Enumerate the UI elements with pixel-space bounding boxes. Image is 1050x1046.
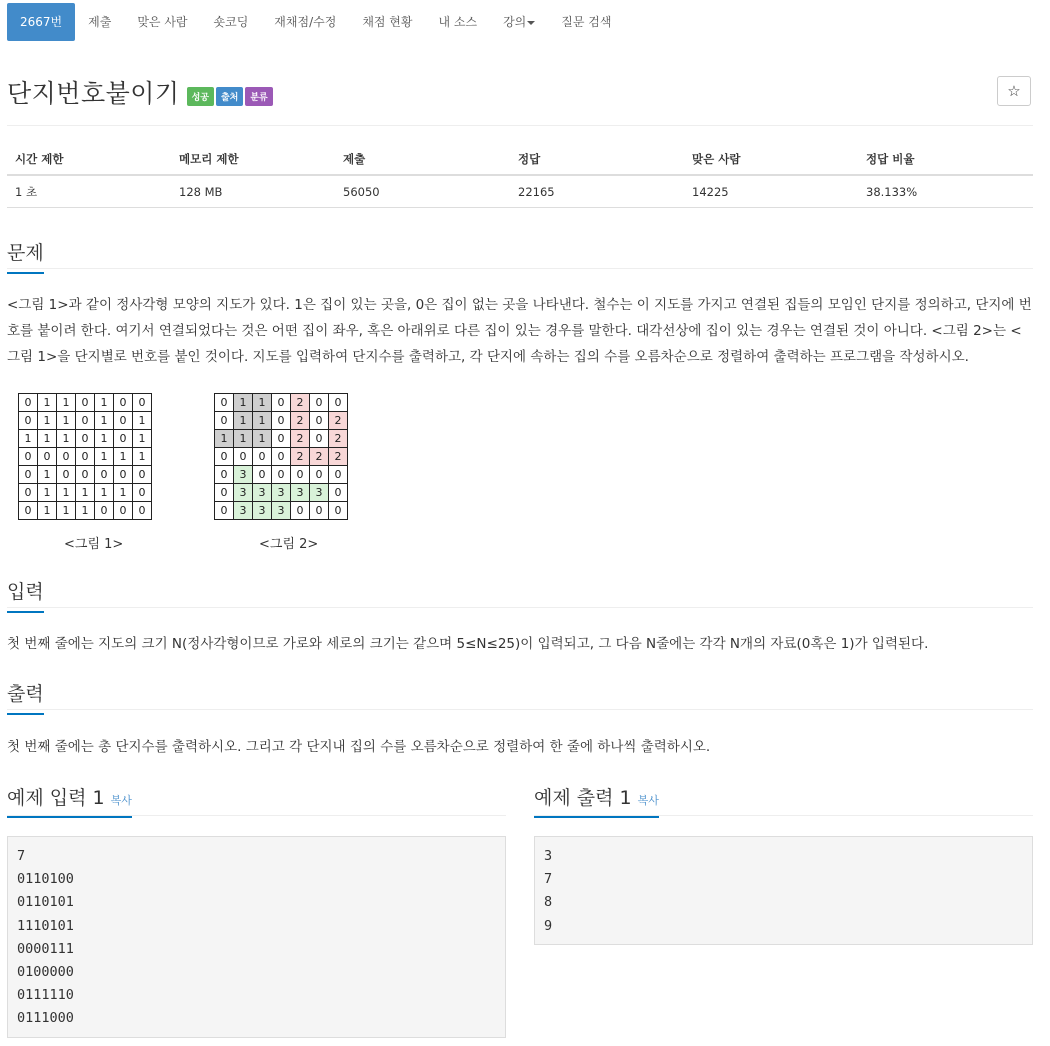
grid-cell: 0 bbox=[114, 502, 133, 520]
output-description: 첫 번째 줄에는 총 단지수를 출력하시오. 그리고 각 단지내 집의 수를 오름차순으로 정렬하여 한 줄에 하나씩 출력하시오. bbox=[7, 739, 711, 755]
value-accepted: 22165 bbox=[518, 185, 555, 199]
grid-cell: 0 bbox=[310, 502, 329, 520]
grid-cell: 0 bbox=[329, 502, 348, 520]
info-table-header bbox=[7, 142, 1033, 176]
nav-lecture-label: 강의 bbox=[503, 15, 527, 29]
grid-cell: 2 bbox=[329, 430, 348, 448]
header-solved-users: 맞은 사람 bbox=[692, 152, 741, 166]
grid-cell: 3 bbox=[234, 466, 253, 484]
star-icon: ☆ bbox=[1007, 82, 1021, 100]
grid-cell: 3 bbox=[234, 484, 253, 502]
grid-cell: 0 bbox=[253, 448, 272, 466]
problem-badges bbox=[187, 87, 275, 106]
grid-cell: 1 bbox=[38, 466, 57, 484]
grid-cell: 2 bbox=[310, 448, 329, 466]
grid-cell: 0 bbox=[19, 502, 38, 520]
grid-row bbox=[215, 448, 348, 466]
header-submissions: 제출 bbox=[343, 152, 366, 166]
grid-cell: 0 bbox=[76, 412, 95, 430]
grid-cell: 1 bbox=[114, 448, 133, 466]
grid-cell: 1 bbox=[234, 394, 253, 412]
grid-cell: 0 bbox=[114, 412, 133, 430]
grid-cell: 0 bbox=[57, 466, 76, 484]
sample-output-divider bbox=[534, 815, 1033, 816]
nav-problem-number[interactable]: 2667번 bbox=[7, 3, 75, 41]
grid-cell: 0 bbox=[329, 484, 348, 502]
grid-cell: 0 bbox=[76, 430, 95, 448]
grid-cell: 0 bbox=[95, 502, 114, 520]
copy-input-link[interactable]: 복사 bbox=[110, 794, 132, 807]
grid-cell: 1 bbox=[215, 430, 234, 448]
input-description: 첫 번째 줄에는 지도의 크기 N(정사각형이므로 가로와 세로의 크기는 같으며 5≤N≤25)이 입력되고, 그 다음 N줄에는 각각 N개의 자료(0혹은 1)가 입력된다. bbox=[7, 636, 929, 652]
grid-cell: 0 bbox=[215, 466, 234, 484]
grid-cell: 0 bbox=[133, 502, 152, 520]
grid-cell: 1 bbox=[114, 484, 133, 502]
grid-cell: 1 bbox=[253, 430, 272, 448]
header-accept-ratio: 정답 비율 bbox=[866, 152, 915, 166]
grid-cell: 0 bbox=[215, 394, 234, 412]
grid-cell: 0 bbox=[133, 394, 152, 412]
grid-cell: 0 bbox=[133, 484, 152, 502]
grid-cell: 0 bbox=[253, 466, 272, 484]
grid-cell: 0 bbox=[19, 484, 38, 502]
figure-2-grid bbox=[214, 393, 348, 520]
problem-info-table bbox=[7, 142, 1033, 208]
grid-cell: 3 bbox=[291, 484, 310, 502]
grid-cell: 0 bbox=[133, 466, 152, 484]
grid-cell: 1 bbox=[57, 502, 76, 520]
grid-cell: 1 bbox=[38, 484, 57, 502]
input-heading-text: 입력 bbox=[7, 577, 44, 613]
grid-cell: 0 bbox=[215, 502, 234, 520]
grid-row bbox=[215, 430, 348, 448]
figure-2-caption: <그림 2> bbox=[259, 537, 319, 552]
grid-cell: 0 bbox=[114, 430, 133, 448]
grid-cell: 0 bbox=[19, 466, 38, 484]
problem-nav bbox=[7, 3, 624, 41]
output-heading-text: 출력 bbox=[7, 679, 44, 715]
grid-cell: 0 bbox=[310, 412, 329, 430]
heading-underline bbox=[7, 709, 1033, 710]
figure-1-grid bbox=[18, 393, 152, 520]
grid-cell: 0 bbox=[215, 484, 234, 502]
grid-cell: 1 bbox=[57, 412, 76, 430]
grid-cell: 0 bbox=[38, 448, 57, 466]
grid-cell: 0 bbox=[234, 448, 253, 466]
value-memory-limit: 128 MB bbox=[179, 185, 223, 199]
grid-cell: 0 bbox=[19, 448, 38, 466]
grid-cell: 0 bbox=[19, 412, 38, 430]
grid-cell: 2 bbox=[329, 448, 348, 466]
grid-cell: 0 bbox=[310, 466, 329, 484]
table-bottom-divider bbox=[7, 207, 1033, 208]
header-accepted: 정답 bbox=[518, 152, 541, 166]
grid-cell: 3 bbox=[253, 484, 272, 502]
grid-cell: 0 bbox=[310, 430, 329, 448]
grid-cell: 1 bbox=[253, 394, 272, 412]
grid-cell: 0 bbox=[76, 448, 95, 466]
grid-row bbox=[215, 484, 348, 502]
badge-success[interactable]: 성공 bbox=[187, 87, 214, 106]
grid-row bbox=[19, 412, 152, 430]
grid-cell: 0 bbox=[272, 430, 291, 448]
grid-cell: 0 bbox=[76, 394, 95, 412]
grid-cell: 0 bbox=[272, 394, 291, 412]
grid-cell: 1 bbox=[38, 394, 57, 412]
grid-cell: 2 bbox=[291, 430, 310, 448]
nav-lecture-dropdown[interactable] bbox=[490, 3, 548, 41]
grid-cell: 0 bbox=[215, 448, 234, 466]
grid-cell: 1 bbox=[19, 430, 38, 448]
grid-cell: 1 bbox=[133, 412, 152, 430]
grid-cell: 0 bbox=[95, 466, 114, 484]
favorite-star-button[interactable] bbox=[997, 76, 1031, 106]
header-time-limit: 시간 제한 bbox=[15, 152, 64, 166]
nav-question-search[interactable]: 질문 검색 bbox=[561, 15, 612, 29]
problem-description: <그림 1>과 같이 정사각형 모양의 지도가 있다. 1은 집이 있는 곳을, 0은 집이 없는 곳을 나타낸다. 철수는 이 지도를 가지고 연결된 집들의 모임인 단지를 정의하고, 단지에 번호를 붙이려 한다. 여기서 연결되었다는 것은 어떤 집이 좌우, 혹은 아래위로 다른 집이 있는 경우를 말한다. 대각선상에 집이 있는 경우는 연결된 것이 아니다. <그림 2>는 <그림 1>을 단지별로 번호를 붙인 것이다. 지도를 입력하여 단지수를 출력하고, 각 단지에 속하는 집의 수를 오름차순으로 정렬하여 출력하는 프로그램을 작성하시오. bbox=[7, 297, 1032, 365]
value-solved-users: 14225 bbox=[692, 185, 729, 199]
grid-cell: 0 bbox=[291, 502, 310, 520]
grid-cell: 0 bbox=[57, 448, 76, 466]
sample-output-title: 예제 출력 1 bbox=[534, 787, 632, 809]
grid-cell: 1 bbox=[95, 484, 114, 502]
grid-row bbox=[215, 394, 348, 412]
problem-title: 단지번호붙이기 bbox=[7, 79, 180, 108]
grid-cell: 0 bbox=[114, 466, 133, 484]
value-submissions: 56050 bbox=[343, 185, 380, 199]
grid-cell: 0 bbox=[272, 448, 291, 466]
grid-row bbox=[19, 466, 152, 484]
grid-cell: 0 bbox=[215, 412, 234, 430]
grid-cell: 2 bbox=[291, 412, 310, 430]
grid-row bbox=[215, 412, 348, 430]
nav-solved-users[interactable]: 맞은 사람 bbox=[137, 15, 188, 29]
grid-cell: 0 bbox=[291, 466, 310, 484]
grid-cell: 0 bbox=[19, 394, 38, 412]
figure-1-caption: <그림 1> bbox=[64, 537, 124, 552]
problem-heading-text: 문제 bbox=[7, 238, 44, 274]
grid-cell: 0 bbox=[76, 466, 95, 484]
grid-cell: 1 bbox=[95, 412, 114, 430]
sample-output-heading bbox=[534, 783, 659, 818]
sample-output-box[interactable]: 3 7 8 9 bbox=[534, 836, 1033, 945]
sample-input-heading bbox=[7, 783, 132, 818]
grid-cell: 3 bbox=[310, 484, 329, 502]
grid-cell: 1 bbox=[234, 412, 253, 430]
grid-cell: 1 bbox=[95, 394, 114, 412]
nav-status[interactable]: 채점 현황 bbox=[362, 15, 413, 29]
grid-cell: 3 bbox=[253, 502, 272, 520]
grid-cell: 1 bbox=[57, 484, 76, 502]
grid-cell: 3 bbox=[272, 484, 291, 502]
grid-row bbox=[19, 502, 152, 520]
grid-cell: 0 bbox=[329, 466, 348, 484]
sample-input-box[interactable]: 7 0110100 0110101 1110101 0000111 0100000 0111110 0111000 bbox=[7, 836, 506, 1038]
problem-section-heading bbox=[7, 238, 44, 274]
grid-cell: 1 bbox=[38, 502, 57, 520]
header-memory-limit: 메모리 제한 bbox=[179, 152, 239, 166]
badge-source[interactable]: 출처 bbox=[216, 87, 243, 106]
nav-rejudge[interactable]: 재채점/수정 bbox=[274, 15, 337, 29]
grid-cell: 1 bbox=[133, 448, 152, 466]
grid-cell: 1 bbox=[38, 430, 57, 448]
problem-title-row bbox=[7, 74, 275, 110]
output-section-heading bbox=[7, 679, 44, 715]
heading-underline bbox=[7, 607, 1033, 608]
value-time-limit: 1 초 bbox=[15, 185, 38, 199]
grid-cell: 0 bbox=[114, 394, 133, 412]
grid-row bbox=[19, 394, 152, 412]
grid-row bbox=[19, 484, 152, 502]
title-divider bbox=[7, 125, 1033, 126]
grid-cell: 0 bbox=[272, 412, 291, 430]
grid-cell: 2 bbox=[291, 448, 310, 466]
grid-cell: 2 bbox=[291, 394, 310, 412]
grid-cell: 2 bbox=[329, 412, 348, 430]
badge-category[interactable]: 분류 bbox=[245, 87, 272, 106]
value-accept-ratio: 38.133% bbox=[866, 185, 918, 199]
grid-cell: 0 bbox=[272, 466, 291, 484]
sample-input-title: 예제 입력 1 bbox=[7, 787, 105, 809]
grid-cell: 3 bbox=[272, 502, 291, 520]
grid-cell: 0 bbox=[310, 394, 329, 412]
nav-my-source[interactable]: 내 소스 bbox=[438, 15, 478, 29]
grid-row bbox=[215, 466, 348, 484]
caret-down-icon bbox=[527, 21, 535, 25]
input-section-heading bbox=[7, 577, 44, 613]
grid-cell: 1 bbox=[57, 430, 76, 448]
nav-short-coding[interactable]: 숏코딩 bbox=[213, 15, 249, 29]
grid-cell: 1 bbox=[95, 448, 114, 466]
grid-cell: 1 bbox=[234, 430, 253, 448]
info-table-row bbox=[7, 176, 1033, 208]
grid-cell: 0 bbox=[329, 394, 348, 412]
grid-row bbox=[19, 448, 152, 466]
grid-row bbox=[215, 502, 348, 520]
sample-output-heading-wrap bbox=[534, 783, 659, 818]
grid-cell: 1 bbox=[76, 502, 95, 520]
grid-cell: 1 bbox=[76, 484, 95, 502]
copy-output-link[interactable]: 복사 bbox=[637, 794, 659, 807]
grid-cell: 1 bbox=[38, 412, 57, 430]
grid-row bbox=[19, 430, 152, 448]
heading-underline bbox=[7, 268, 1033, 269]
grid-cell: 1 bbox=[95, 430, 114, 448]
grid-cell: 1 bbox=[57, 394, 76, 412]
grid-cell: 3 bbox=[234, 502, 253, 520]
grid-cell: 1 bbox=[133, 430, 152, 448]
sample-input-heading-wrap bbox=[7, 783, 132, 818]
nav-submit[interactable]: 제출 bbox=[88, 15, 112, 29]
grid-cell: 1 bbox=[253, 412, 272, 430]
sample-input-divider bbox=[7, 815, 506, 816]
